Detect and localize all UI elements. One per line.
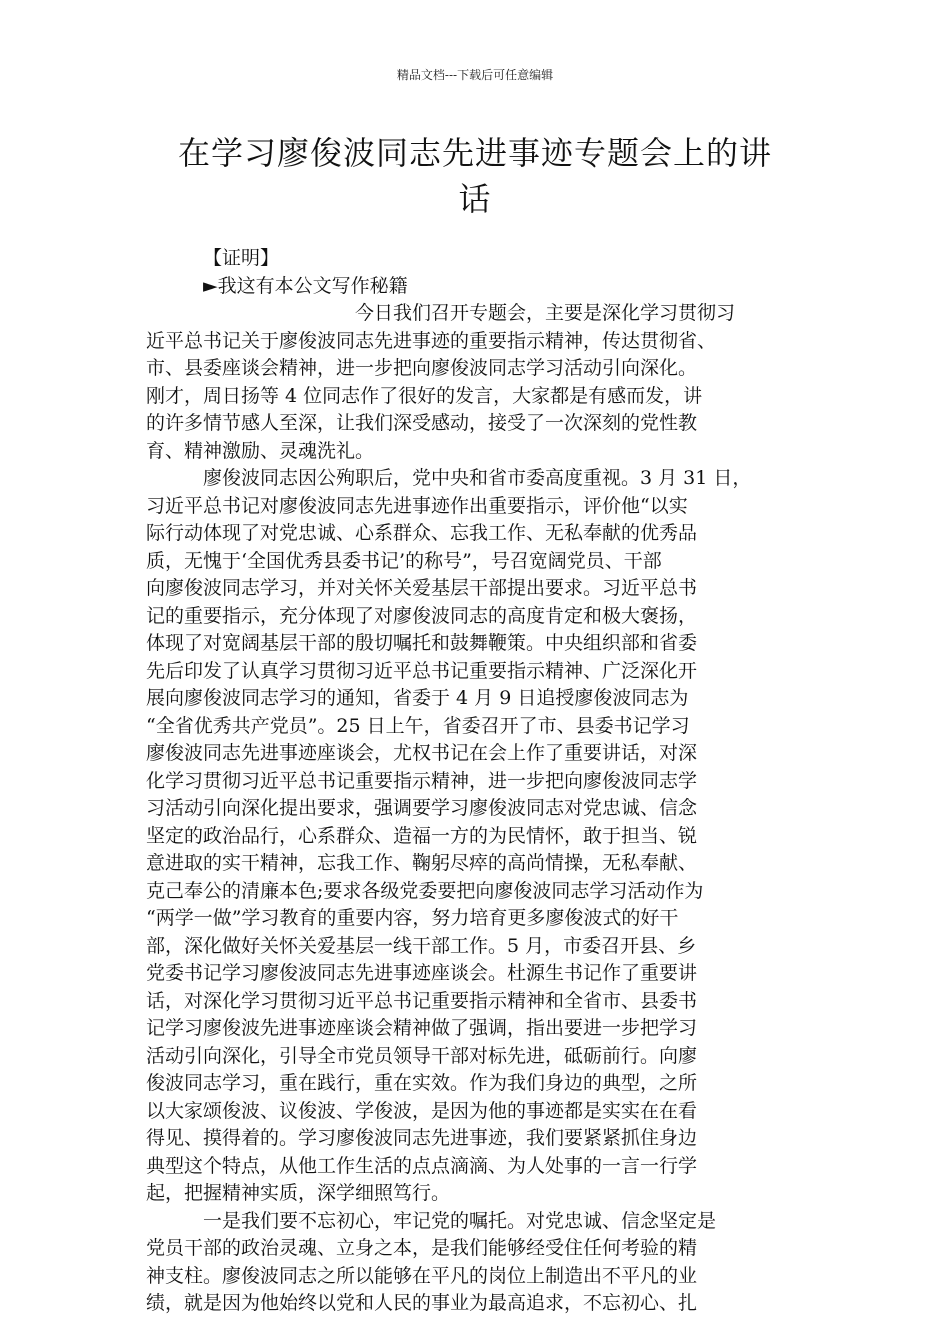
body-line: 记的重要指示，充分体现了对廖俊波同志的高度肯定和极大褒扬， xyxy=(146,604,698,627)
body-line: 育、精神激励、灵魂洗礼。 xyxy=(146,439,375,462)
body-line: 向廖俊波同志学习，并对关怀关爱基层干部提出要求。习近平总书 xyxy=(146,577,698,599)
title-line: 在学习廖俊波同志先进事迹专题会上的讲 xyxy=(177,134,772,172)
body-line: “全省优秀共产党员”。25 日上午，省委召开了市、县委书记学习 xyxy=(146,714,690,737)
body-line: 习近平总书记对廖俊波同志先进事迹作出重要指示，评价他“以实 xyxy=(146,494,688,517)
body-line: 意进取的实干精神，忘我工作、鞠躬尽瘁的高尚情操，无私奉献、 xyxy=(146,852,698,874)
body-line: 得见、摸得着的。学习廖俊波同志先进事迹，我们要紧紧抓住身边 xyxy=(146,1127,698,1149)
body-line: 际行动体现了对党忠诚、心系群众、忘我工作、无私奉献的优秀品 xyxy=(146,522,698,544)
body-line: 体现了对宽阔基层干部的殷切嘱托和鼓舞鞭策。中央组织部和省委 xyxy=(146,632,698,654)
body-line: ►我这有本公文写作秘籍 xyxy=(203,274,408,297)
body-line: 廖俊波同志因公殉职后，党中央和省市委高度重视。3 月 31 日， xyxy=(203,467,752,489)
body-line: 近平总书记关于廖俊波同志先进事迹的重要指示精神，传达贯彻省、 xyxy=(146,329,717,352)
title-line: 话 xyxy=(458,180,492,218)
body-line: “两学一做”学习教育的重要内容，努力培育更多廖俊波式的好干 xyxy=(146,907,679,929)
body-line: 【证明】 xyxy=(203,247,280,269)
body-line: 展向廖俊波同志学习的通知，省委于 4 月 9 日追授廖俊波同志为 xyxy=(146,687,689,709)
body-line: 起，把握精神实质，深学细照笃行。 xyxy=(146,1182,451,1204)
body-line: 记学习廖俊波先进事迹座谈会精神做了强调，指出要进一步把学习 xyxy=(146,1017,698,1039)
body-line: 习活动引向深化提出要求，强调要学习廖俊波同志对党忠诚、信念 xyxy=(146,797,698,819)
body-line: 市、县委座谈会精神，进一步把向廖俊波同志学习活动引向深化。 xyxy=(146,357,698,379)
body-line: 以大家颂俊波、议俊波、学俊波，是因为他的事迹都是实实在在看 xyxy=(146,1099,698,1122)
body-line: 绩，就是因为他始终以党和人民的事业为最高追求，不忘初心、扎 xyxy=(146,1292,698,1314)
body-line: 党员干部的政治灵魂、立身之本，是我们能够经受住任何考验的精 xyxy=(146,1237,698,1259)
body-line: 党委书记学习廖俊波同志先进事迹座谈会。杜源生书记作了重要讲 xyxy=(146,962,698,984)
body-line: 今日我们召开专题会，主要是深化学习贯彻习 xyxy=(355,302,736,324)
body-line: 先后印发了认真学习贯彻习近平总书记重要指示精神、广泛深化开 xyxy=(146,659,698,682)
document-title xyxy=(140,130,810,222)
body-line: 坚定的政治品行，心系群众、造福一方的为民情怀，敢于担当、锐 xyxy=(146,824,698,847)
document-body xyxy=(146,245,826,1318)
body-line: 一是我们要不忘初心，牢记党的嘱托。对党忠诚、信念坚定是 xyxy=(203,1209,717,1232)
body-line: 俊波同志学习，重在践行，重在实效。作为我们身边的典型，之所 xyxy=(146,1072,698,1094)
body-line: 化学习贯彻习近平总书记重要指示精神，进一步把向廖俊波同志学 xyxy=(146,769,698,792)
body-line: 活动引向深化，引导全市党员领导干部对标先进，砥砺前行。向廖 xyxy=(146,1044,698,1067)
body-line: 的许多情节感人至深，让我们深受感动，接受了一次深刻的党性教 xyxy=(146,412,698,434)
body-line: 神支柱。廖俊波同志之所以能够在平凡的岗位上制造出不平凡的业 xyxy=(146,1264,698,1287)
body-line: 克己奉公的清廉本色;要求各级党委要把向廖俊波同志学习活动作为 xyxy=(146,879,704,902)
body-line: 刚才，周日扬等 4 位同志作了很好的发言，大家都是有感而发，讲 xyxy=(146,384,703,407)
body-line: 部，深化做好关怀关爱基层一线干部工作。5 月，市委召开县、乡 xyxy=(146,934,697,957)
body-line: 质，无愧于‘全国优秀县委书记’的称号”，号召宽阔党员、干部 xyxy=(146,549,662,572)
body-line: 廖俊波同志先进事迹座谈会，尤权书记在会上作了重要讲话，对深 xyxy=(146,742,698,764)
body-line: 话，对深化学习贯彻习近平总书记重要指示精神和全省市、县委书 xyxy=(146,989,698,1012)
page-header-note: 精品文档---下载后可任意编辑 xyxy=(396,68,554,82)
body-line: 典型这个特点，从他工作生活的点点滴滴、为人处事的一言一行学 xyxy=(146,1154,698,1177)
